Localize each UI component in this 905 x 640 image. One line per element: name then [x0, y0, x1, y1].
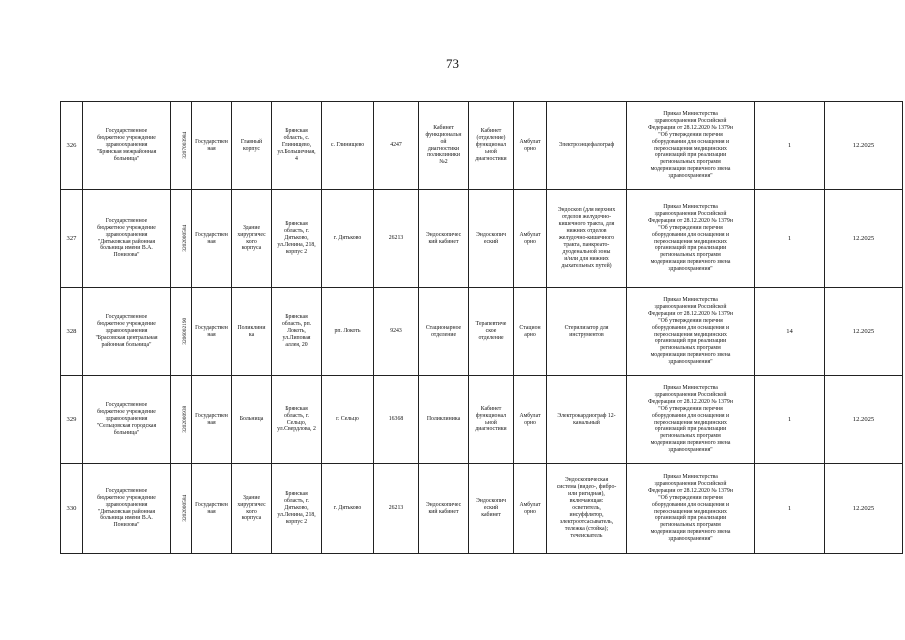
department: Терапевтиче ское отделение: [469, 288, 514, 376]
structural-division: Эндоскопичес кий кабинет: [419, 190, 469, 288]
organization-name: Государственное бюджетное учреждение здравоохранения "Дятьковская районная больница имени В.А. Понизова": [83, 190, 171, 288]
equipment-name: Стерилизатор для инструментов: [547, 288, 627, 376]
table-row: [61, 464, 903, 554]
quantity: 1: [755, 464, 825, 554]
organization-code: 3202000584: [171, 190, 192, 288]
legal-basis: Приказ Министерства здравоохранения Российской Федерации от 28.12.2020 № 1379н "Об утверждении перечня оборудования для оснащения и переоснащения медицинских организаций при реализации региональных программ модернизации первичного звена здравоохранения": [627, 464, 755, 554]
care-conditions: Амбулат орно: [514, 190, 547, 288]
quantity: 1: [755, 102, 825, 190]
address: Брянская область, г. Дятьково, ул.Ленина, 218, корпус 2: [272, 190, 322, 288]
structural-division: Поликлиника: [419, 376, 469, 464]
population: 16368: [374, 376, 419, 464]
equipment-name: Эндоскоп (для верхних отделов желудочно- кишечного тракта, для нижних отделов желудочно-кишечного тракта, панкреато- дуоденальной зоны и/или для нижних дыхательных путей): [547, 190, 627, 288]
quantity: 14: [755, 288, 825, 376]
quantity: 1: [755, 190, 825, 288]
address: Брянская область, с. Глинищево, ул.Большечная, 4: [272, 102, 322, 190]
ownership-form: Государствен ная: [192, 102, 232, 190]
ownership-form: Государствен ная: [192, 190, 232, 288]
settlement: г. Сельцо: [322, 376, 374, 464]
care-conditions: Амбулат орно: [514, 464, 547, 554]
organization-name: Государственное бюджетное учреждение здравоохранения "Брасовская центральная районная больница": [83, 288, 171, 376]
structural-division: Кабинет функциональн ой диагностики поликлиники №2: [419, 102, 469, 190]
ownership-form: Государствен ная: [192, 288, 232, 376]
address: Брянская область, рп. Локоть, ул.Липовая аллея, 20: [272, 288, 322, 376]
building-name: Главный корпус: [232, 102, 272, 190]
settlement: г. Дятьково: [322, 464, 374, 554]
department: Эндоскопич еский: [469, 190, 514, 288]
legal-basis: Приказ Министерства здравоохранения Российской Федерации от 28.12.2020 № 1379н "Об утверждении перечня оборудования для оснащения и переоснащения медицинских организаций при реализации региональных программ модернизации первичного звена здравоохранения": [627, 190, 755, 288]
population: 26213: [374, 190, 419, 288]
equipment-name: Эндоскопическая система (видео-, фибро- или ригидная), включающая: осветитель, инсуффлятор, электроотсасыватель, тележка (стойка); течеискатель: [547, 464, 627, 554]
organization-code: 3206002190: [171, 288, 192, 376]
row-number: 327: [61, 190, 83, 288]
settlement: с. Глинищево: [322, 102, 374, 190]
equipment-name: Электроэнцефалограф: [547, 102, 627, 190]
legal-basis: Приказ Министерства здравоохранения Российской Федерации от 28.12.2020 № 1379н "Об утверждении перечня оборудования для оснащения и переоснащения медицинских организаций при реализации региональных программ модернизации первичного звена здравоохранения": [627, 102, 755, 190]
quantity: 1: [755, 376, 825, 464]
row-number: 329: [61, 376, 83, 464]
population: 4247: [374, 102, 419, 190]
due-date: 12.2025: [825, 190, 903, 288]
organization-code: 3207003984: [171, 102, 192, 190]
ownership-form: Государствен ная: [192, 464, 232, 554]
equipment-name: Электрокардиограф 12- канальный: [547, 376, 627, 464]
legal-basis: Приказ Министерства здравоохранения Российской Федерации от 28.12.2020 № 1379н "Об утверждении перечня оборудования для оснащения и переоснащения медицинских организаций при реализации региональных программ модернизации первичного звена здравоохранения": [627, 376, 755, 464]
building-name: Здание хирургичес кого корпуса: [232, 190, 272, 288]
ownership-form: Государствен ная: [192, 376, 232, 464]
organization-name: Государственное бюджетное учреждение здравоохранения "Сельцовская городская больница": [83, 376, 171, 464]
legal-basis: Приказ Министерства здравоохранения Российской Федерации от 28.12.2020 № 1379н "Об утверждении перечня оборудования для оснащения и переоснащения медицинских организаций при реализации региональных программ модернизации первичного звена здравоохранения": [627, 288, 755, 376]
table-row: [61, 190, 903, 288]
page-number: 73: [446, 56, 459, 71]
building-name: Здание хирургичес кого корпуса: [232, 464, 272, 554]
row-number: 330: [61, 464, 83, 554]
table-row: [61, 102, 903, 190]
organization-code: 3202000938: [171, 376, 192, 464]
population: 26213: [374, 464, 419, 554]
settlement: рп. Локоть: [322, 288, 374, 376]
structural-division: Стационарное отделение: [419, 288, 469, 376]
care-conditions: Стацион арно: [514, 288, 547, 376]
address: Брянская область, г. Сельцо, ул.Свердлова, 2: [272, 376, 322, 464]
care-conditions: Амбулат орно: [514, 376, 547, 464]
due-date: 12.2025: [825, 102, 903, 190]
address: Брянская область, г. Дятьково, ул.Ленина, 218, корпус 2: [272, 464, 322, 554]
settlement: г. Дятьково: [322, 190, 374, 288]
department: Эндоскопич еский кабинет: [469, 464, 514, 554]
due-date: 12.2025: [825, 376, 903, 464]
row-number: 326: [61, 102, 83, 190]
building-name: Больница: [232, 376, 272, 464]
population: 9243: [374, 288, 419, 376]
due-date: 12.2025: [825, 464, 903, 554]
structural-division: Эндоскопичес кий кабинет: [419, 464, 469, 554]
due-date: 12.2025: [825, 288, 903, 376]
table-row: [61, 376, 903, 464]
equipment-registry-table: [60, 101, 903, 554]
row-number: 328: [61, 288, 83, 376]
table-row: [61, 288, 903, 376]
organization-name: Государственное бюджетное учреждение здравоохранения "Дятьковская районная больница имени В.А. Понизова": [83, 464, 171, 554]
organization-name: Государственное бюджетное учреждение здравоохранения "Брянская межрайонная больница": [83, 102, 171, 190]
care-conditions: Амбулат орно: [514, 102, 547, 190]
building-name: Поликлини ка: [232, 288, 272, 376]
organization-code: 3202000584: [171, 464, 192, 554]
department: Кабинет функционал ьной диагностики: [469, 376, 514, 464]
department: Кабинет (отделение) функционал ьной диагностики: [469, 102, 514, 190]
